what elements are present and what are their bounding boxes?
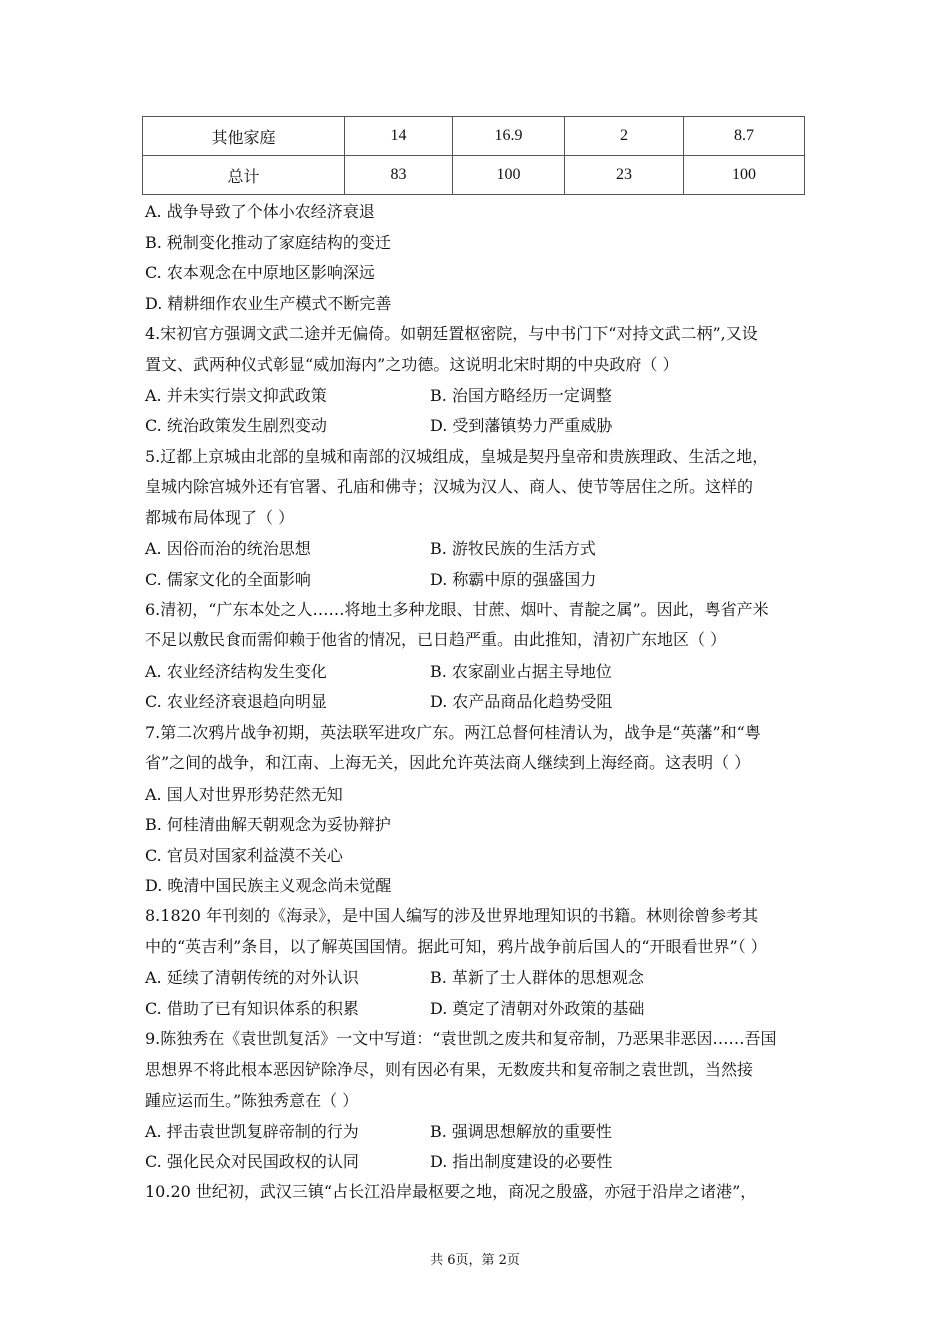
q5-option-d[interactable]: D. 称霸中原的强盛国力 [430,570,597,589]
q8-option-a[interactable]: A. 延续了清朝传统的对外认识 [145,968,359,987]
q6-stem-line: 6.清初，“广东本处之人……将地土多种龙眼、甘蔗、烟叶、青靛之属”。因此，粤省产米 [145,600,769,619]
q6-option-d[interactable]: D. 农产品商品化趋势受阻 [430,692,613,711]
q8-option-c[interactable]: C. 借助了已有知识体系的积累 [145,999,359,1018]
q7-option-a[interactable]: A. 国人对世界形势茫然无知 [145,785,343,804]
q5-option-a[interactable]: A. 因俗而治的统治思想 [145,539,311,558]
q7-stem-line: 省”之间的战争，和江南、上海无关，因此允许英法商人继续到上海经商。这表明（ ） [145,753,751,772]
q3-option-a[interactable]: A. 战争导致了个体小农经济衰退 [145,202,375,221]
table-cell: 14 [345,117,453,156]
q9-option-b[interactable]: B. 强调思想解放的重要性 [430,1122,612,1141]
table-cell: 8.7 [684,117,805,156]
q3-option-c[interactable]: C. 农本观念在中原地区影响深远 [145,263,375,282]
table-row [143,156,805,195]
q8-option-b[interactable]: B. 革新了士人群体的思想观念 [430,968,644,987]
q3-option-d[interactable]: D. 精耕细作农业生产模式不断完善 [145,294,392,313]
q7-stem-line: 7.第二次鸦片战争初期，英法联军进攻广东。两江总督何桂清认为，战争是“英藩”和“粤 [145,723,761,742]
q9-stem-line: 思想界不将此根本恶因铲除净尽，则有因必有果，无数废共和复帝制之袁世凯，当然接 [145,1060,754,1079]
q9-option-a[interactable]: A. 抨击袁世凯复辟帝制的行为 [145,1122,359,1141]
q5-stem-line: 皇城内除宫城外还有官署、孔庙和佛寺；汉城为汉人、商人、使节等居住之所。这样的 [145,477,754,496]
q5-option-b[interactable]: B. 游牧民族的生活方式 [430,539,596,558]
q4-stem-line: 4.宋初官方强调文武二途并无偏倚。如朝廷置枢密院，与中书门下“对持文武二柄”,又设 [145,324,758,343]
q5-stem-line: 5.辽都上京城由北部的皇城和南部的汉城组成，皇城是契丹皇帝和贵族理政、生活之地， [145,447,769,466]
q7-option-b[interactable]: B. 何桂清曲解天朝观念为妥协辩护 [145,815,391,834]
q7-option-c[interactable]: C. 官员对国家利益漠不关心 [145,846,343,865]
q9-option-d[interactable]: D. 指出制度建设的必要性 [430,1152,613,1171]
q7-option-d[interactable]: D. 晚清中国民族主义观念尚未觉醒 [145,876,392,895]
family-structure-table [142,116,805,195]
q9-option-c[interactable]: C. 强化民众对民国政权的认同 [145,1152,359,1171]
page-footer: 共 6页，第 2页 [430,1253,520,1268]
q10-stem-line: 10.20 世纪初，武汉三镇“占长江沿岸最枢要之地，商况之殷盛，亦冠于沿岸之诸港”， [145,1182,757,1201]
table-cell: 83 [345,156,453,195]
q5-stem-line: 都城布局体现了（ ） [145,508,295,527]
q4-option-b[interactable]: B. 治国方略经历一定调整 [430,386,612,405]
table-cell: 100 [453,156,565,195]
q3-option-b[interactable]: B. 税制变化推动了家庭结构的变迁 [145,233,391,252]
q8-stem-line: 中的“英吉利”条目，以了解英国国情。据此可知，鸦片战争前后国人的“开眼看世界”（ ） [145,937,767,956]
q8-stem-line: 8.1820 年刊刻的《海录》，是中国人编写的涉及世界地理知识的书籍。林则徐曾参考其 [145,906,759,925]
q6-stem-line: 不足以敷民食而需仰赖于他省的情况，已日趋严重。由此推知，清初广东地区（ ） [145,630,727,649]
table-row [143,117,805,156]
table-cell: 23 [565,156,684,195]
q4-option-d[interactable]: D. 受到藩镇势力严重威胁 [430,416,613,435]
table-cell: 100 [684,156,805,195]
q6-option-b[interactable]: B. 农家副业占据主导地位 [430,662,612,681]
q9-stem-line: 踵应运而生。”陈独秀意在（ ） [145,1091,359,1110]
q9-stem-line: 9.陈独秀在《袁世凯复活》一文中写道：“袁世凯之废共和复帝制，乃恶果非恶因……吾国 [145,1029,777,1048]
q5-option-c[interactable]: C. 儒家文化的全面影响 [145,570,311,589]
table-cell: 总计 [143,156,345,195]
q8-option-d[interactable]: D. 奠定了清朝对外政策的基础 [430,999,645,1018]
q6-option-a[interactable]: A. 农业经济结构发生变化 [145,662,327,681]
table-cell: 其他家庭 [143,117,345,156]
q6-option-c[interactable]: C. 农业经济衰退趋向明显 [145,692,327,711]
q4-stem-line: 置文、武两种仪式彰显“威加海内”之功德。这说明北宋时期的中央政府（ ） [145,355,679,374]
table-cell: 2 [565,117,684,156]
q4-option-a[interactable]: A. 并未实行崇文抑武政策 [145,386,327,405]
q4-option-c[interactable]: C. 统治政策发生剧烈变动 [145,416,327,435]
table-cell: 16.9 [453,117,565,156]
